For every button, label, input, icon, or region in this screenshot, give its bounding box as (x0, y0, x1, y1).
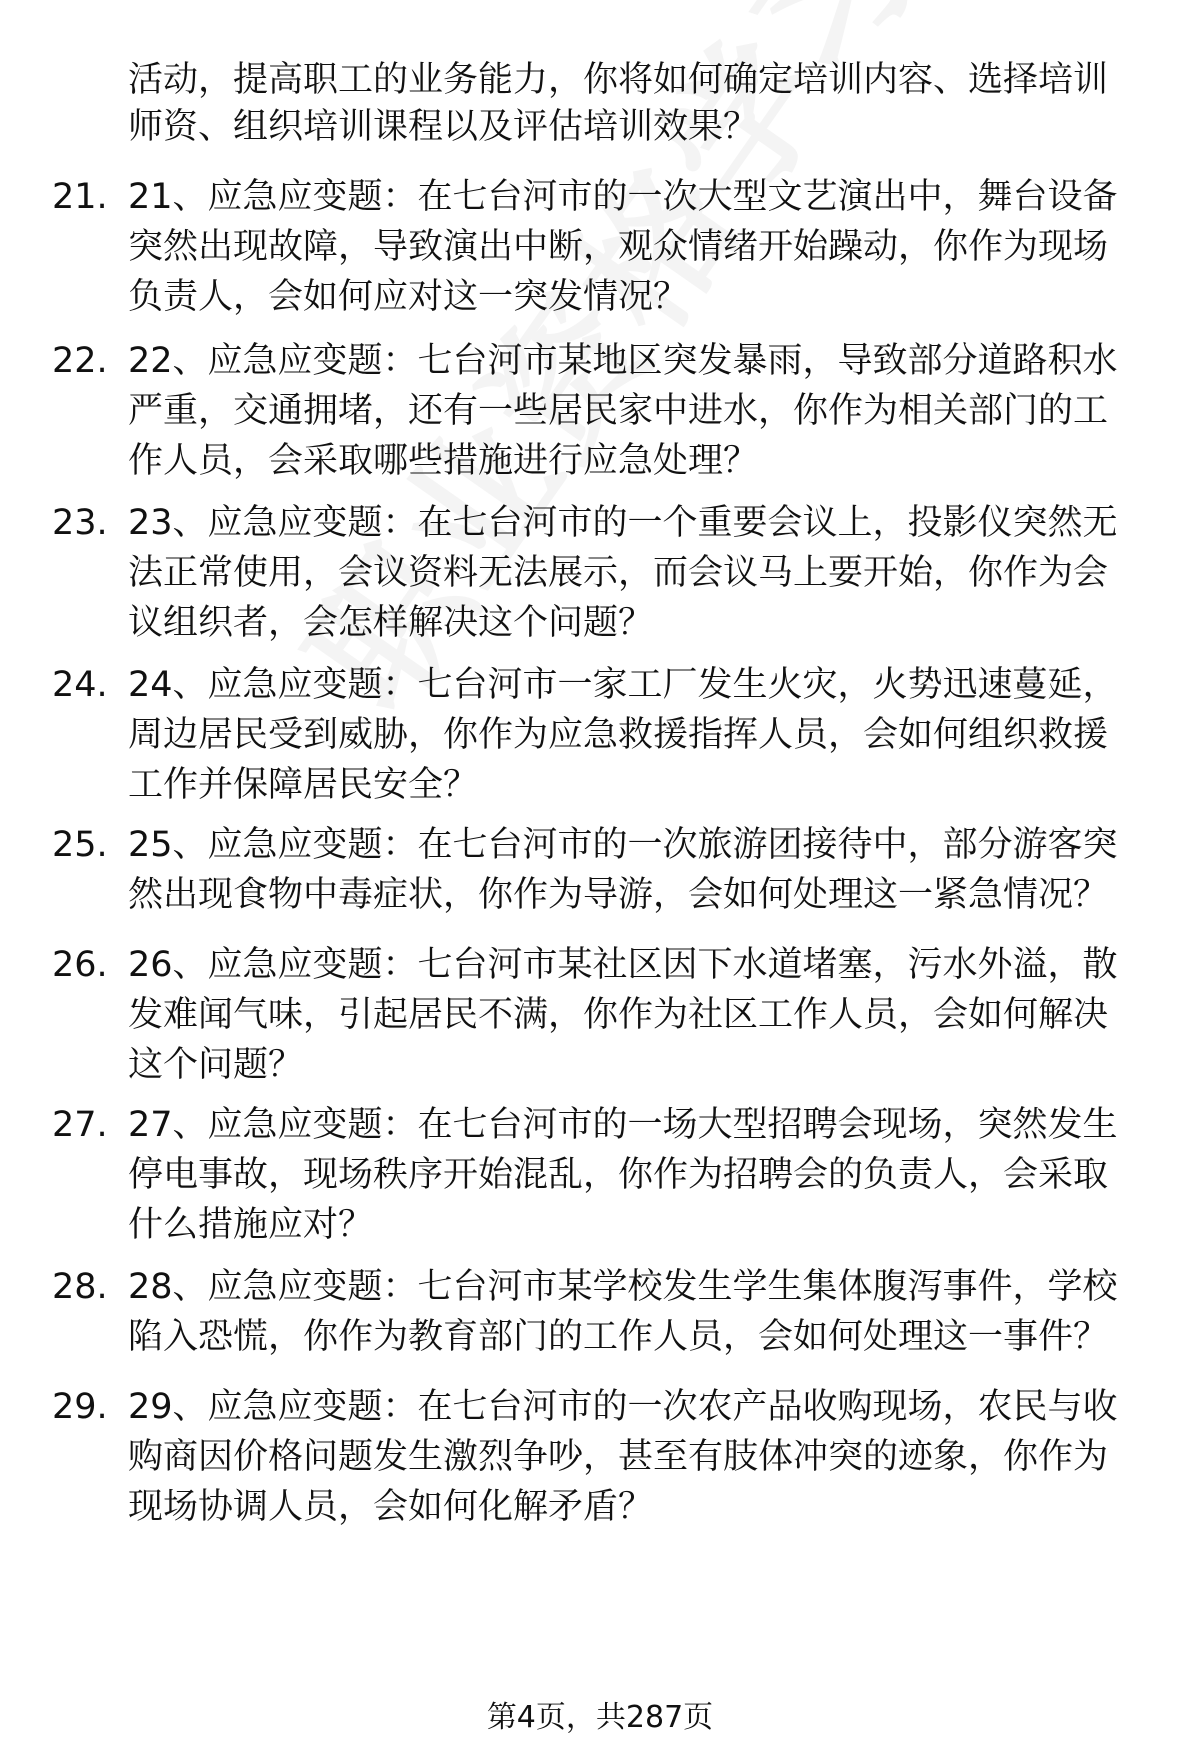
item-line: 28、应急应变题：七台河市某学校发生学生集体腹泻事件，学校 (128, 1267, 1118, 1307)
list-item-26 (0, 940, 1200, 1090)
item-number: 24. (52, 665, 108, 705)
item-line: 27、应急应变题：在七台河市的一场大型招聘会现场，突然发生 (128, 1105, 1118, 1145)
continuation-line-1: 活动，提高职工的业务能力，你将如何确定培训内容、选择培训 (128, 60, 1109, 100)
list-item-29 (0, 1382, 1200, 1532)
item-number: 25. (52, 825, 108, 865)
item-line: 议组织者，会怎样解决这个问题？ (128, 603, 654, 643)
page-number-footer: 第4页，共287页 (486, 1700, 714, 1735)
continuation-line-2: 师资、组织培训课程以及评估培训效果？ (128, 107, 759, 147)
item-line: 26、应急应变题：七台河市某社区因下水道堵塞，污水外溢，散 (128, 945, 1118, 985)
item-line: 突然出现故障，导致演出中断，观众情绪开始躁动，你作为现场 (128, 227, 1109, 267)
list-item-25 (0, 820, 1200, 920)
list-item-23 (0, 498, 1200, 648)
item-line: 24、应急应变题：七台河市一家工厂发生火灾，火势迅速蔓延， (128, 665, 1118, 705)
item-line: 严重，交通拥堵，还有一些居民家中进水，你作为相关部门的工 (128, 391, 1109, 431)
item-line: 负责人，会如何应对这一突发情况？ (128, 277, 689, 317)
item-number: 27. (52, 1105, 108, 1145)
item-number: 23. (52, 503, 108, 543)
item-number: 26. (52, 945, 108, 985)
item-line: 25、应急应变题：在七台河市的一次旅游团接待中，部分游客突 (128, 825, 1118, 865)
list-item-27 (0, 1100, 1200, 1250)
item-line: 工作并保障居民安全？ (128, 765, 479, 805)
item-line: 现场协调人员，会如何化解矛盾？ (128, 1487, 654, 1527)
item-line: 21、应急应变题：在七台河市的一次大型文艺演出中，舞台设备 (128, 177, 1118, 217)
item-line: 陷入恐慌，你作为教育部门的工作人员，会如何处理这一事件？ (128, 1317, 1109, 1357)
item-line: 发难闻气味，引起居民不满，你作为社区工作人员，会如何解决 (128, 995, 1109, 1035)
item-line: 29、应急应变题：在七台河市的一次农产品收购现场，农民与收 (128, 1387, 1118, 1427)
item-number: 22. (52, 341, 108, 381)
item-line: 22、应急应变题：七台河市某地区突发暴雨，导致部分道路积水 (128, 341, 1118, 381)
item-line: 停电事故，现场秩序开始混乱，你作为招聘会的负责人，会采取 (128, 1155, 1109, 1195)
item-number: 21. (52, 177, 108, 217)
list-item-28 (0, 1262, 1200, 1362)
item-number: 28. (52, 1267, 108, 1307)
item-number: 29. (52, 1387, 108, 1427)
item-line: 法正常使用，会议资料无法展示，而会议马上要开始，你作为会 (128, 553, 1109, 593)
list-item-21 (0, 172, 1200, 322)
list-item-22 (0, 336, 1200, 486)
item-line: 周边居民受到威胁，你作为应急救援指挥人员，会如何组织救援 (128, 715, 1109, 755)
item-line: 什么措施应对？ (128, 1205, 374, 1245)
item-line: 作人员，会采取哪些措施进行应急处理？ (128, 441, 759, 481)
item-line: 购商因价格问题发生激烈争吵，甚至有肢体冲突的迹象，你作为 (128, 1437, 1109, 1477)
list-item-24 (0, 660, 1200, 810)
item-line: 这个问题？ (128, 1045, 304, 1085)
item-line: 然出现食物中毒症状，你作为导游，会如何处理这一紧急情况？ (128, 875, 1109, 915)
item-line: 23、应急应变题：在七台河市的一个重要会议上，投影仪突然无 (128, 503, 1118, 543)
